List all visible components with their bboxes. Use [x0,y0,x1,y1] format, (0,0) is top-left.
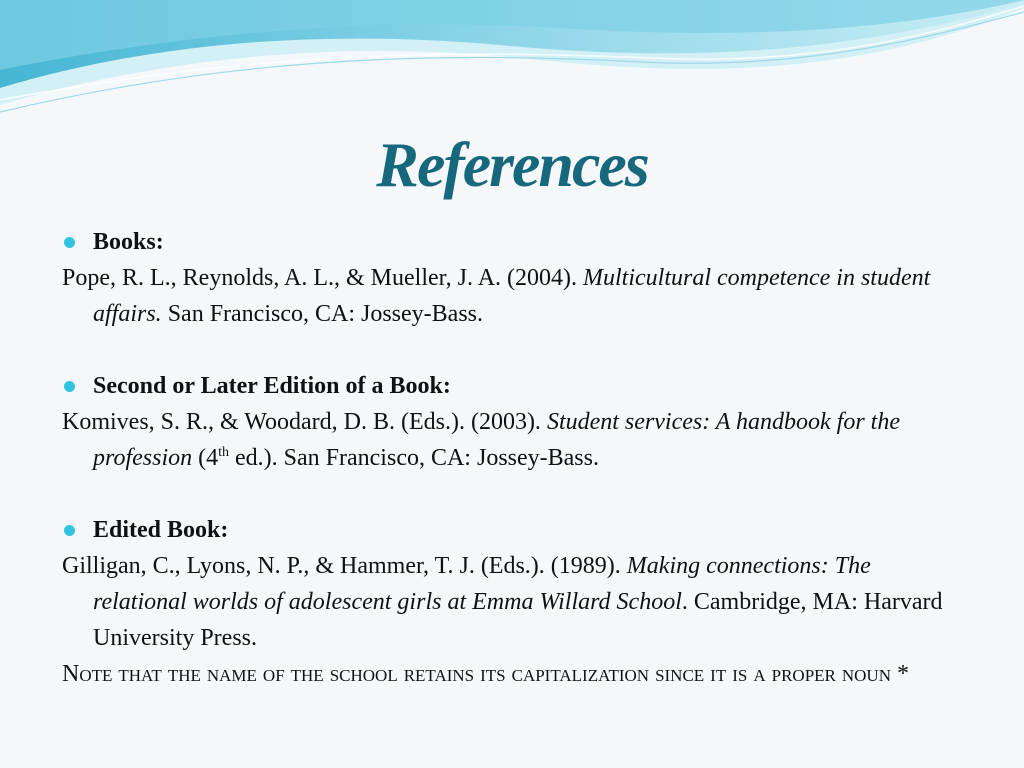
slide-title: References [376,129,648,200]
section-heading-later-edition [62,368,962,404]
reference-publisher: . Cambridge, MA: Harvard University Press. [93,589,943,651]
reference-publisher: ed.). San Francisco, CA: Jossey-Bass. [229,445,599,471]
header-wave-decoration [0,0,1024,120]
reference-book-title: Multicultural competence in student affairs. [93,265,931,327]
section-heading-books [62,224,962,260]
reference-entry [62,404,962,476]
capitalization-note: Note that the name of the school retains its capitalization since it is a proper noun * [62,661,909,687]
reference-entry [62,548,962,656]
reference-entry [62,260,962,332]
section-heading-label: Books: [93,229,164,255]
section-heading-edited-book [62,512,962,548]
bullet-icon [64,381,75,392]
section-heading-label: Edited Book: [93,517,229,543]
reference-book-title: Making connections: The relational worlds of adolescent girls at Emma Willard School [93,553,871,615]
reference-publisher: San Francisco, CA: Jossey-Bass. [161,301,484,327]
reference-authors: Pope, R. L., Reynolds, A. L., & Mueller, J. A. (2004). [62,265,584,291]
reference-book-title: Student services: A handbook for the profession [93,409,900,471]
bullet-icon [64,525,75,536]
section-heading-label: Second or Later Edition of a Book: [93,373,451,399]
references-list [62,224,962,692]
reference-edition-suffix: th [218,445,230,460]
reference-authors: Komives, S. R., & Woodard, D. B. (Eds.). (2003). [62,409,547,435]
reference-authors: Gilligan, C., Lyons, N. P., & Hammer, T. J. (Eds.). (1989). [62,553,627,579]
reference-edition: (4 [192,445,219,471]
bullet-icon [64,237,75,248]
